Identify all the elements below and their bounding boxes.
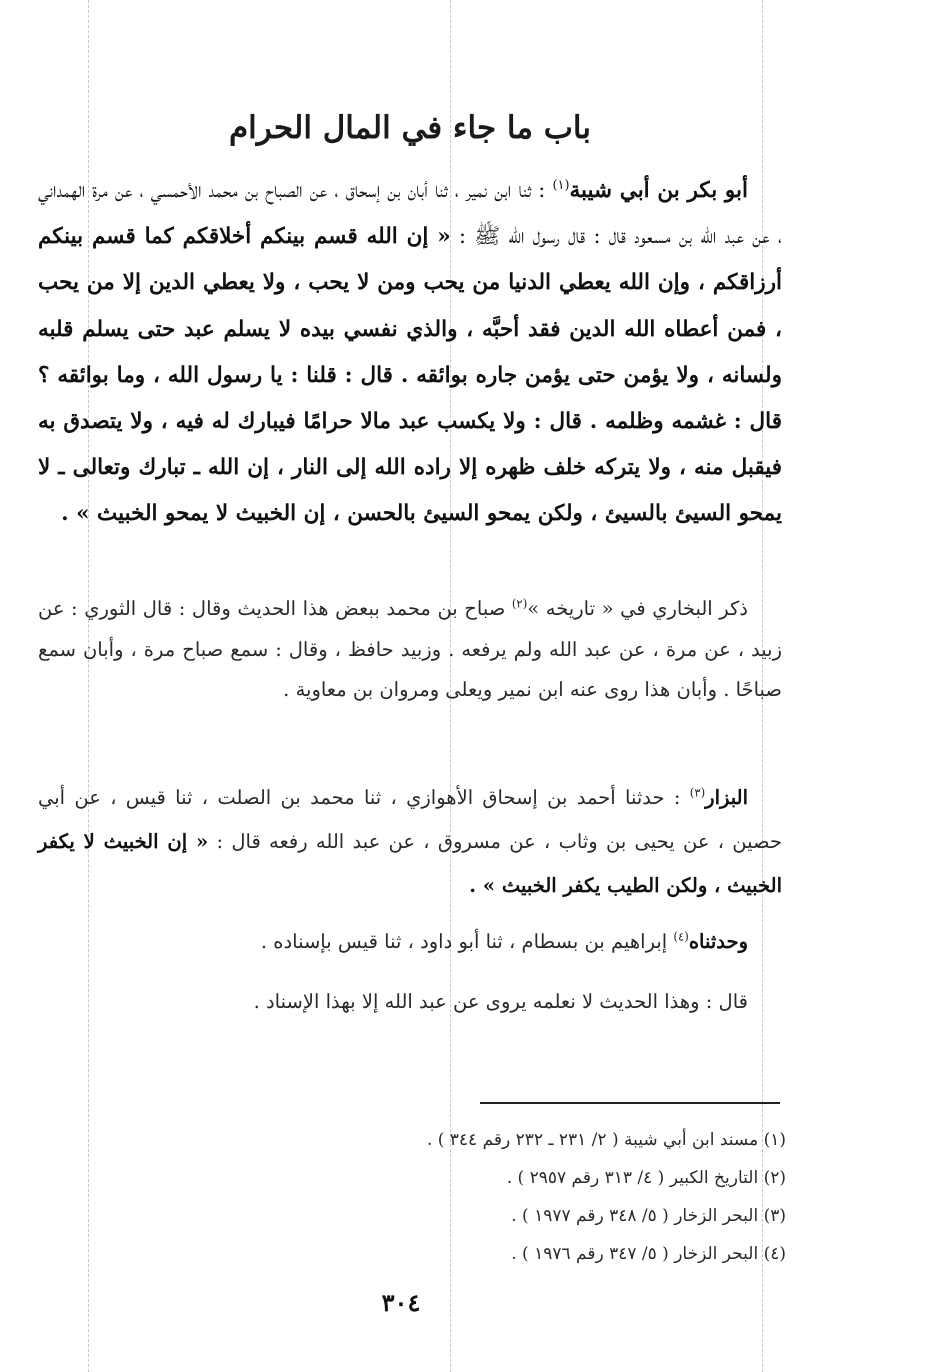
bazzar-comment [38,980,748,1024]
bukhari-intro: ذكر البخاري في « تاريخه » [527,597,748,620]
footnote-2: (٢) التاريخ الكبير ( ٤/ ٣١٣ رقم ٢٩٥٧ ) . [506,1168,786,1188]
bazzar-second-chain [38,920,748,964]
bukhari-text: صباح بن محمد ببعض هذا الحديث وقال : قال الثوري : عن زبيد ، عن مرة ، عن عبد الله ولم يرفعه . وزبيد حافظ ، وقال : سمع صباح مرة ، وأبان سمع صباحًا . وأبان هذا روى عنه ابن نمير ويعلى ومروان بن معاوية . [38,597,782,702]
hadith-paragraph-ibn-abi-shayba [38,168,782,538]
footnote-ref-2: (٢) [511,596,528,611]
chapter-title: باب ما جاء في المال الحرام [228,110,592,146]
bazzar2-lead: وحدثناه [688,930,748,953]
bazzar-isnad: : حدثنا أحمد بن إسحاق الأهوازي ، ثنا محمد بن الصلت ، ثنا قيس ، عن أبي حصين ، عن يحيى بن وثاب ، عن مسروق ، عن عبد الله رفعه قال : [38,786,782,853]
bazzar-matn: « إن الخبيث لا يكفر الخبيث ، ولكن الطيب يكفر الخبيث » . [38,830,782,897]
bazzar-name: البزار [705,786,748,809]
footnote-ref-3: (٣) [689,785,706,800]
footnote-ref-1: (١) [552,177,570,193]
footnote-3: (٣) البحر الزخار ( ٥/ ٣٤٨ رقم ١٩٧٧ ) . [511,1206,786,1226]
bazzar-paragraph [38,776,782,908]
page-number: ٣٠٤ [381,1288,421,1317]
footnote-separator [480,1102,780,1104]
matn-text: « إن الله قسم بينكم أخلاقكم كما قسم بينكم أرزاقكم ، وإن الله يعطي الدنيا من يحب ومن لا يحب ، ولا يعطي الدين إلا من يحب ، فمن أعطاه الله الدين فقد أحبَّه ، والذي نفسي بيده لا يسلم عبد حتى يسلم قلبه ولسانه ، ولا يؤمن حتى يؤمن جاره بوائقه . قال : قلنا : يا رسول الله ، وما بوائقه ؟ قال : غشمه وظلمه . قال : ولا يكسب عبد مالا حرامًا فيبارك له فيه ، ولا يتصدق به فيقبل منه ، ولا يتركه خلف ظهره إلا راده الله إلى النار ، إن الله ـ تبارك وتعالى ـ لا يمحو السيئ بالسيئ ، ولكن يمحو السيئ بالحسن ، إن الخبيث لا يمحو الخبيث » . [38,224,782,527]
footnotes [300,1121,786,1273]
footnote-4: (٤) البحر الزخار ( ٥/ ٣٤٧ رقم ١٩٧٦ ) . [511,1244,786,1264]
isnad-text: : ثنا ابن نمير ، ثنا أبان بن إسحاق ، عن الصباح بن محمد الأحمسي ، عن مرة الهمداني ، عن عبد الله بن مسعود قال : قال رسول الله ﷺ : [38,178,782,250]
bazzar3-text: قال : وهذا الحديث لا نعلمه يروى عن عبد الله إلا بهذا الإسناد . [253,990,748,1013]
bazzar2-text: إبراهيم بن بسطام ، ثنا أبو داود ، ثنا قيس بإسناده . [260,930,668,953]
bukhari-paragraph [38,589,782,711]
footnote-1: (١) مسند ابن أبي شيبة ( ٢/ ٢٣١ ـ ٢٣٢ رقم ٣٤٤ ) . [426,1130,786,1150]
footnote-ref-4: (٤) [673,929,689,944]
narrator-name: أبو بكر بن أبي شيبة [569,178,748,203]
